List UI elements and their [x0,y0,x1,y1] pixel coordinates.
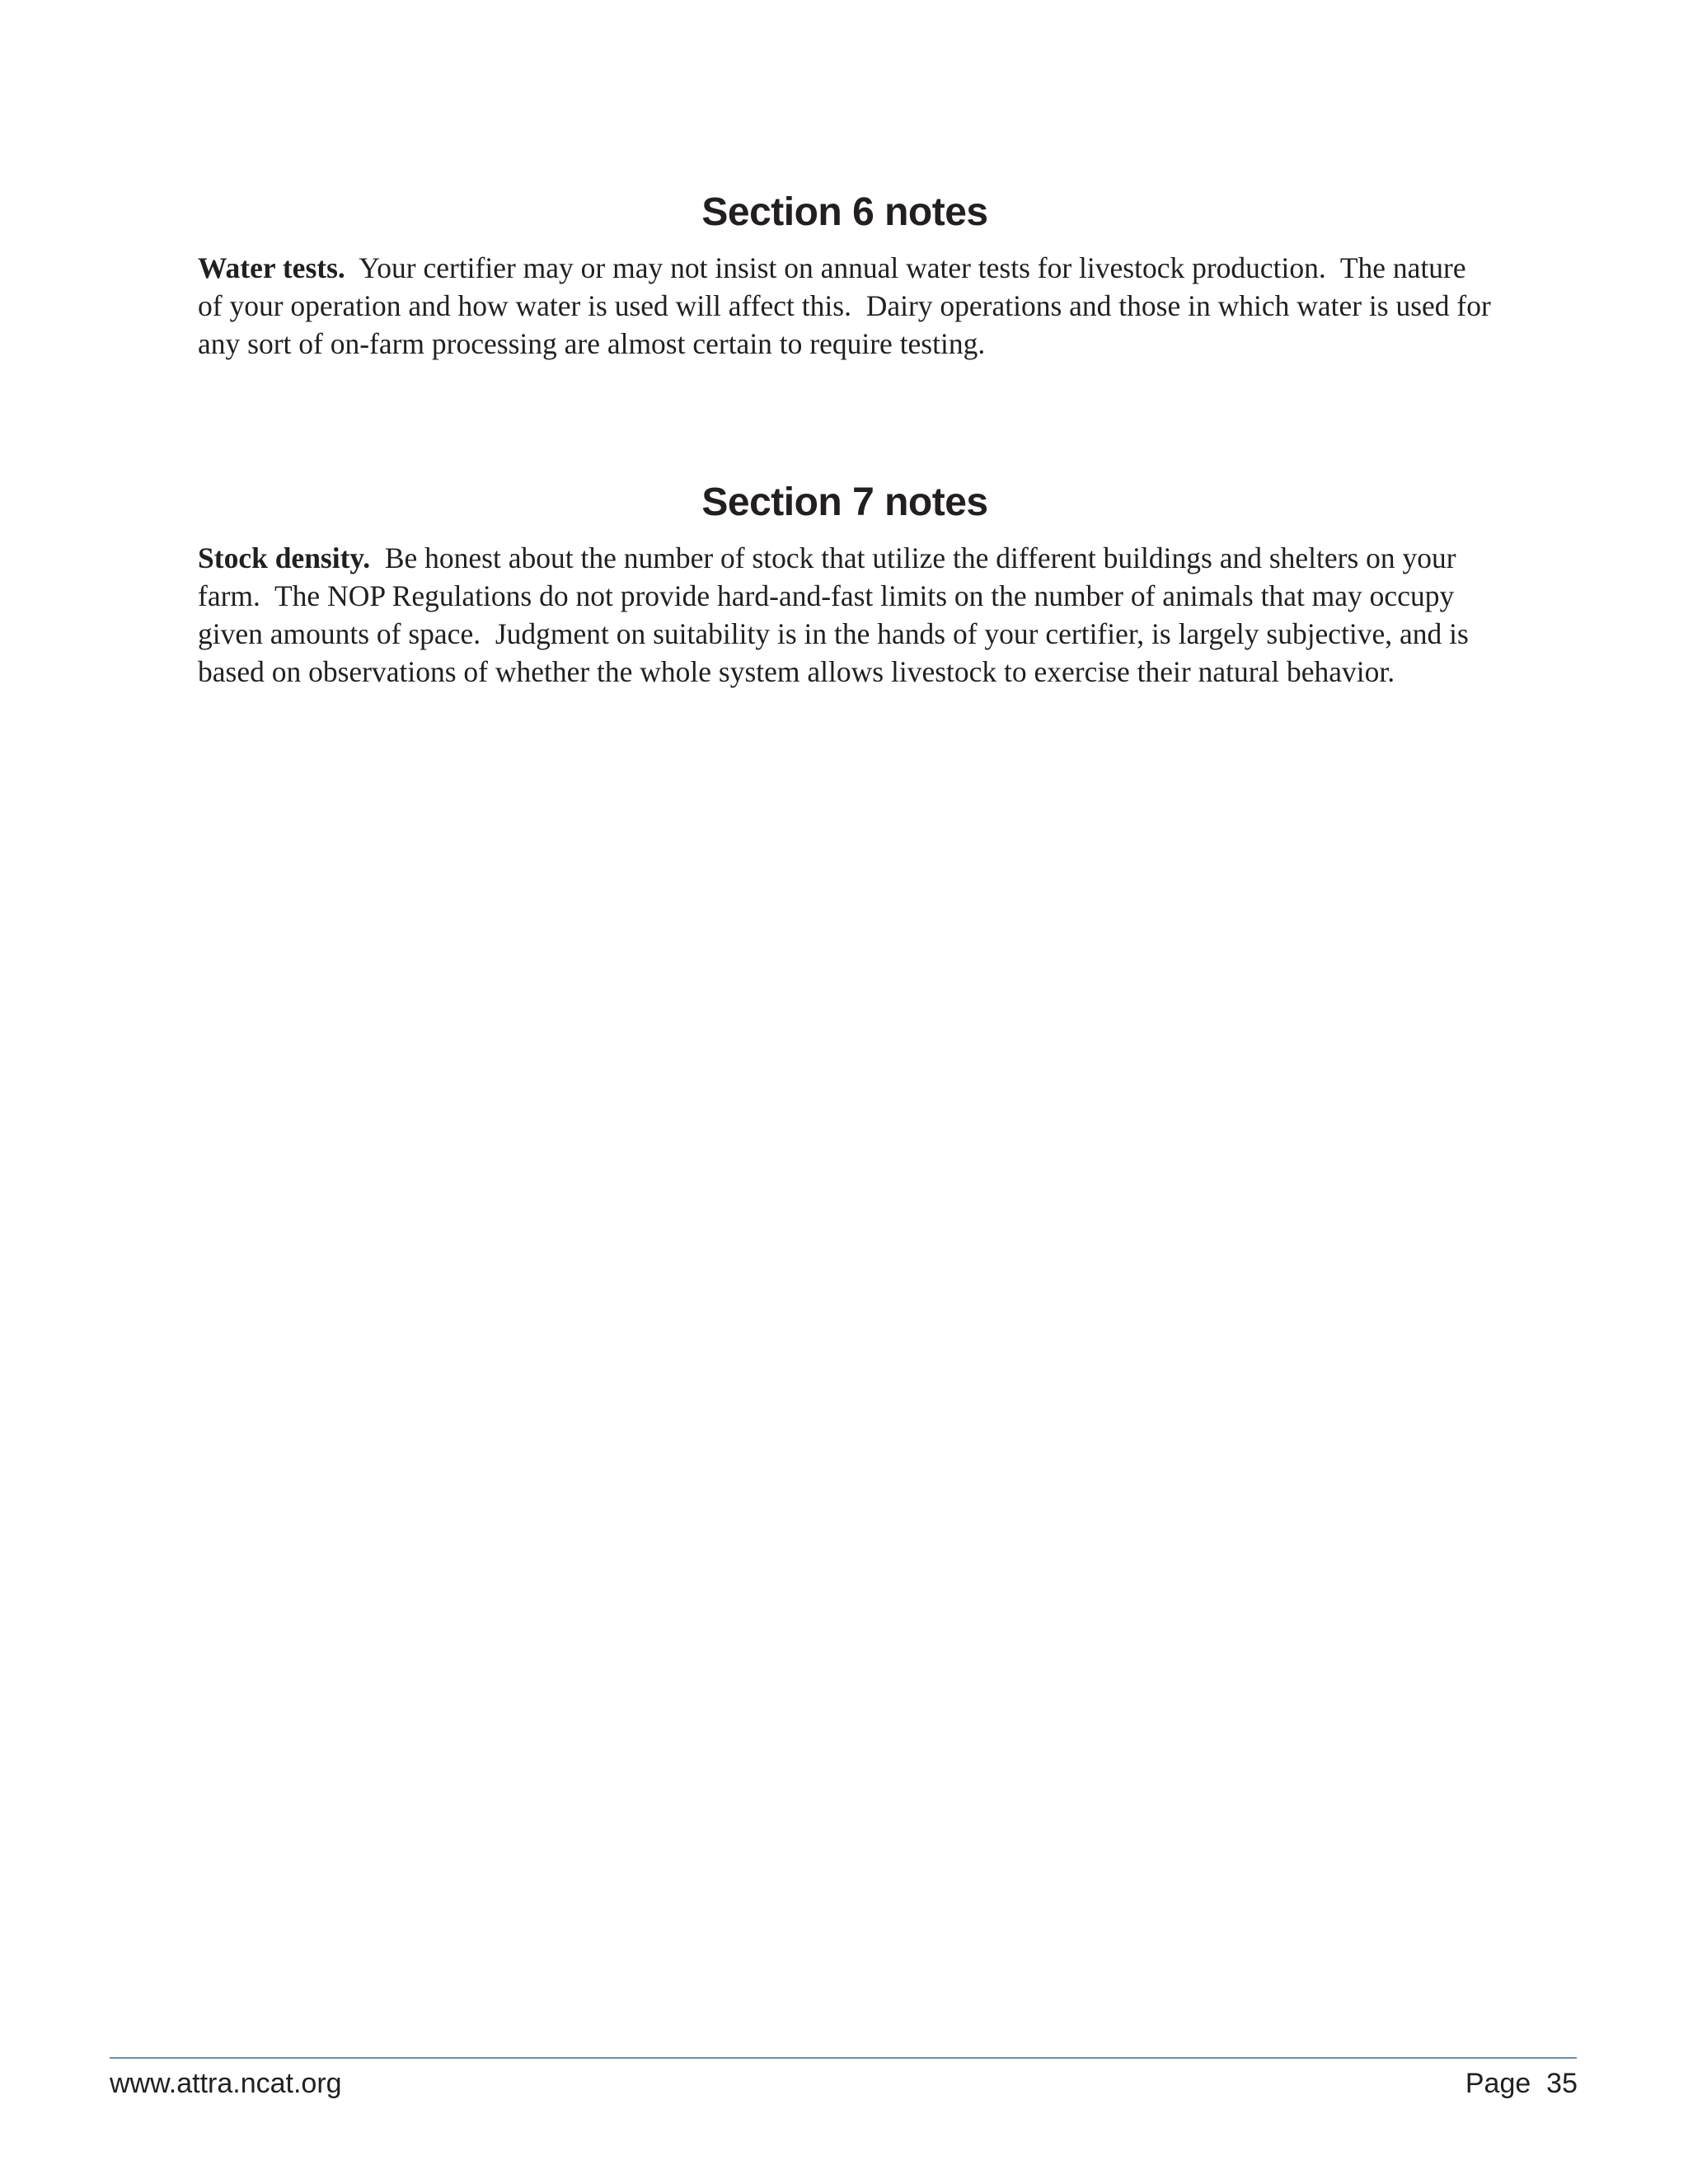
footer-divider [110,2057,1577,2059]
footer-page-number [1465,2066,1578,2101]
section-6-paragraph [198,249,1498,363]
page-number: 35 [1546,2068,1578,2099]
section-7-paragraph [198,539,1492,691]
stock-density-text: Be honest about the number of stock that utilize the different buildings and shelters on your farm. The NOP Regulations do not provide hard-and-fast limits on the number of animals that may occupy given amounts of space. Judgment on suitability is in the hands of your certifier, is largely subjective, and is based on observations of whether the whole system allows livestock to exercise their natural behavior. [198,541,1476,688]
water-tests-lead: Water tests. [198,251,345,284]
section-7-notes [198,478,1492,691]
footer-website-link[interactable]: www.attra.ncat.org [110,2068,342,2099]
section-6-heading: Section 6 notes [701,190,988,234]
section-7-heading: Section 7 notes [701,480,988,524]
water-tests-text: Your certifier may or may not insist on annual water tests for livestock production. The nature of your operation and how water is used will affect this. Dairy operations and those in which water is used for any sort of on-farm processing are almost certain to require testing. [198,251,1498,360]
page-label: Page [1465,2068,1531,2099]
section-6-notes [198,188,1498,363]
stock-density-lead: Stock density. [198,541,371,574]
